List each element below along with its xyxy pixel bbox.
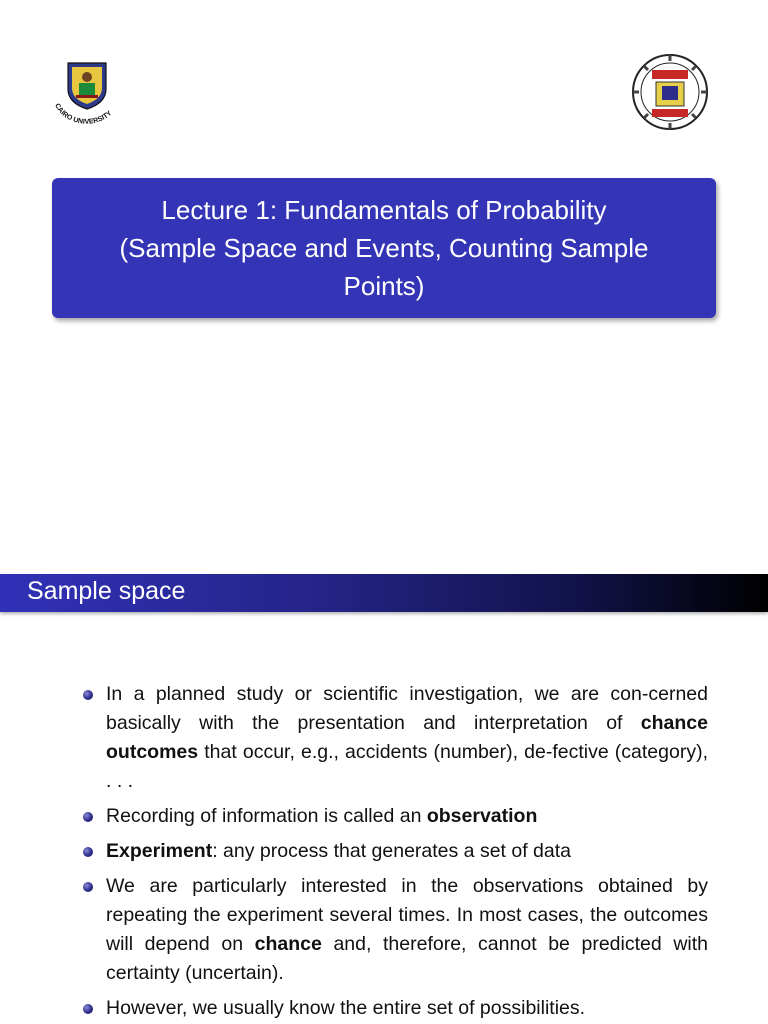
bullet-icon [83, 1004, 93, 1014]
list-item [0, 872, 768, 988]
item-bold-text: observation [426, 805, 538, 827]
faculty-of-engineering-seal [630, 52, 710, 132]
title-box [52, 178, 716, 318]
title-line-3: Points) [343, 271, 425, 301]
title-line-2: (Sample Space and Events, Counting Sample [119, 233, 649, 263]
title-line-1: Lecture 1: Fundamentals of Probability [161, 195, 607, 225]
list-item [0, 994, 768, 1023]
list-item [0, 680, 768, 796]
lecture-title [106, 191, 663, 305]
item-bold-text: Experiment [106, 840, 213, 862]
frame-title: Sample space [27, 577, 186, 605]
list-item [0, 837, 768, 866]
item-text: and, therefore, cannot be predicted with certainty (uncertain). [106, 933, 708, 984]
bullet-icon [83, 882, 93, 892]
bullet-icon [83, 690, 93, 700]
item-text: : any process that generates a set of data [212, 840, 572, 862]
item-bold-text: chance outcomes [106, 712, 708, 763]
item-text: that occur, e.g., accidents (number), de-fective (category), . . . [106, 741, 708, 792]
cairo-university-logo [50, 55, 126, 131]
bullet-icon [83, 812, 93, 822]
logo-lettering: CAIRO UNIVERSITY [53, 102, 114, 126]
item-bold-text: chance [254, 933, 322, 955]
item-text: In a planned study or scientific investigation, we are con-cerned basically with the presentation and interpretation of [106, 683, 708, 734]
list-item [0, 802, 768, 831]
item-text: We are particularly interested in the observations obtained by repeating the experiment several times. In most cases, the outcomes will depend on [106, 875, 708, 955]
bullet-list [0, 680, 768, 1024]
sample-space-slide [0, 574, 768, 1024]
item-text: However, we usually know the entire set of possibilities. [106, 997, 586, 1019]
frame-title-bar [0, 574, 768, 612]
item-text: Recording of information is called an [106, 805, 427, 827]
bullet-icon [83, 847, 93, 857]
